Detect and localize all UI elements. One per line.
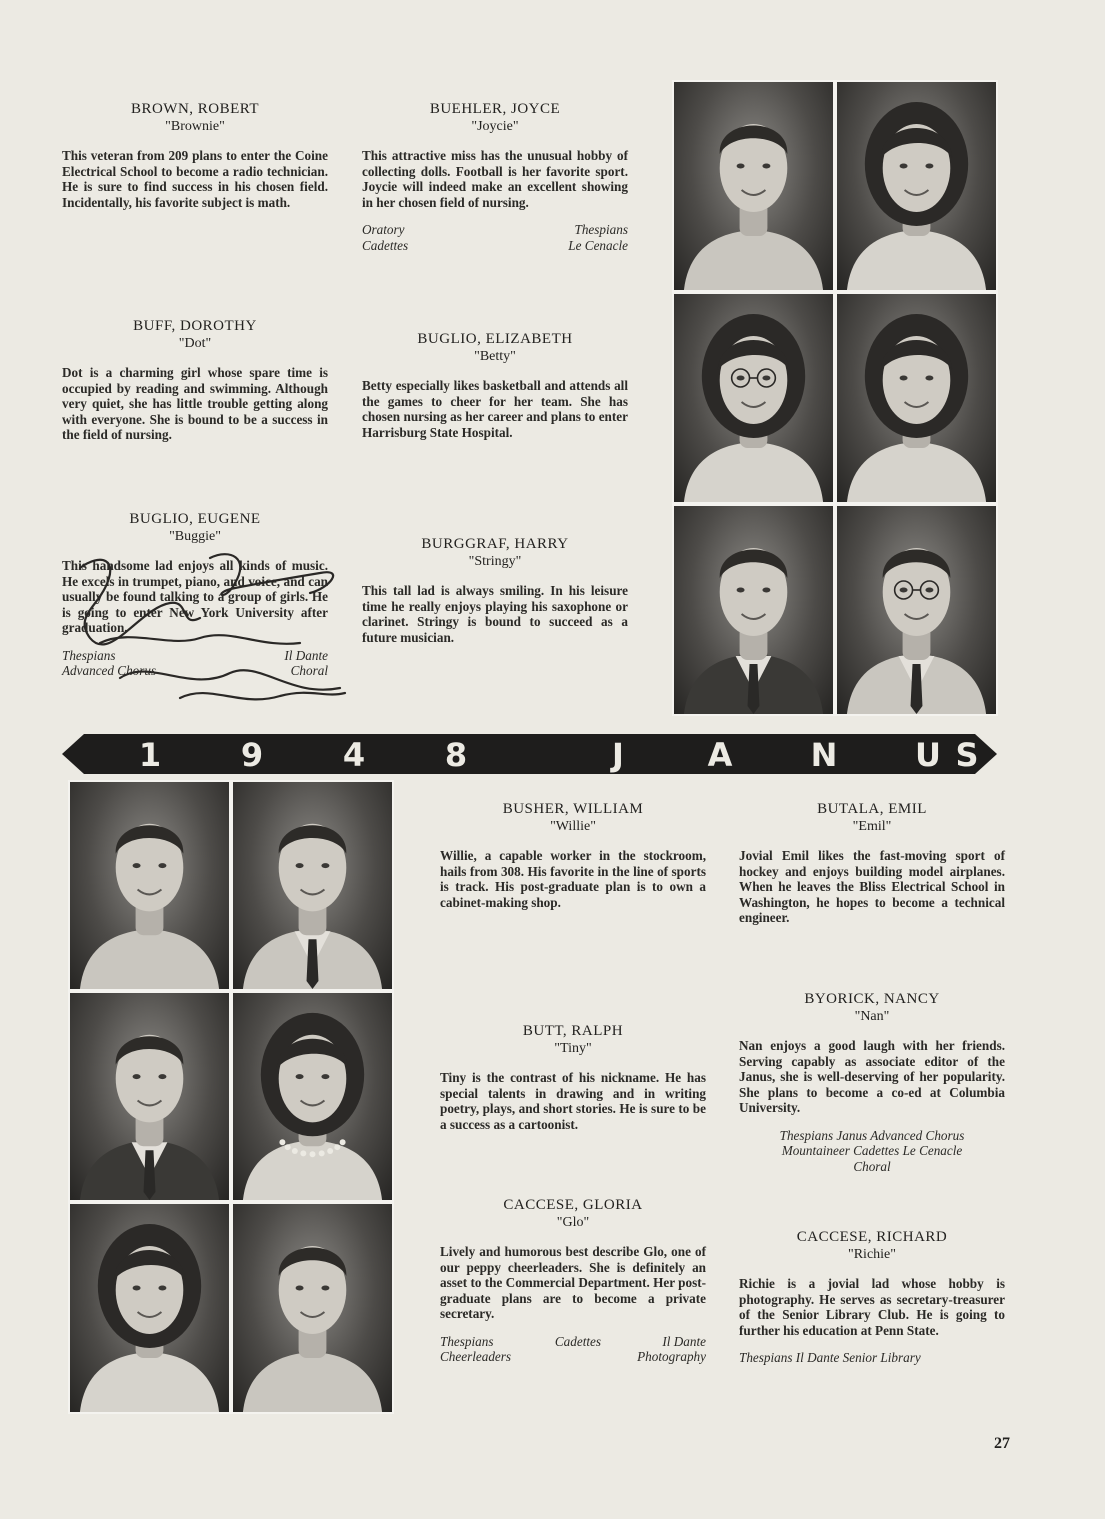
student-bio: Nan enjoys a good laugh with her friends. Serving capably as associate editor of the Janus, she is well-deserving of her popularity. She plans to become a co-ed at Columbia University.: [739, 1038, 1005, 1115]
activity: Thespians: [574, 222, 628, 237]
banner-letter: 9: [240, 736, 264, 774]
student-bio: This tall lad is always smiling. In his leisure time he really enjoys playing his saxophone or clarinet. Stringy is bound to succeed as a future musician.: [362, 583, 628, 645]
entry-burggraf-harry: [362, 535, 628, 645]
banner-letter: U: [915, 736, 941, 774]
activity: Advanced Chorus: [62, 663, 157, 678]
activity: Cadettes: [362, 237, 409, 253]
banner-letter: N: [810, 736, 838, 774]
activity: Oratory: [362, 222, 405, 237]
portrait-photo: [674, 506, 833, 714]
portrait-photo: [674, 82, 833, 290]
banner-letter: 1: [138, 736, 162, 774]
portrait-photo: [837, 82, 996, 290]
student-bio: Betty especially likes basketball and attends all the games to cheer for her team. She has chosen nursing as her career and plans to enter Harrisburg State Hospital.: [362, 378, 628, 440]
student-nickname: "Nan": [854, 1009, 890, 1024]
student-activities: [440, 1334, 706, 1365]
portrait-silhouette: [233, 1204, 392, 1412]
entry-buglio-eugene: [62, 510, 328, 679]
student-nickname: "Tiny": [554, 1041, 592, 1056]
portrait-photo: [70, 1204, 229, 1412]
student-bio: This veteran from 209 plans to enter the Coine Electrical School to become a radio technician. He is sure to find success in his chosen field. Incidentally, his favorite subject is math.: [62, 148, 328, 210]
page-number: 27: [994, 1435, 1010, 1452]
student-activities: [62, 648, 328, 679]
student-nickname: "Buggie": [169, 529, 221, 544]
student-nickname: "Emil": [852, 819, 892, 834]
portrait-photo: [674, 294, 833, 502]
student-bio: Lively and humorous best describe Glo, one of our peppy cheerleaders. She is definitely an asset to the Commercial Department. Her post-graduate plans are to become a private secretary.: [440, 1244, 706, 1321]
student-nickname: "Betty": [474, 349, 516, 364]
student-name: BUTT, RALPH: [522, 1023, 624, 1039]
student-bio: Dot is a charming girl whose spare time is occupied by reading and swimming. Although very quiet, she has little trouble getting along with everyone. She is bound to be a success in the field of nursing.: [62, 365, 328, 442]
student-name: BUTALA, EMIL: [817, 801, 927, 817]
student-bio: Jovial Emil likes the fast-moving sport of hockey and enjoys building model airplanes. When he leaves the Bliss Electrical School in Washington, he hopes to become a technical engineer.: [739, 848, 1005, 925]
entry-butt-ralph: [440, 1022, 706, 1132]
entry-caccese-gloria: [440, 1196, 706, 1365]
student-name: BUGLIO, EUGENE: [129, 511, 261, 527]
entry-brown-robert: [62, 100, 328, 210]
student-name: BUFF, DOROTHY: [133, 318, 257, 334]
portrait-photo: [70, 782, 229, 989]
student-activities: [362, 222, 628, 253]
activity: Il Dante: [662, 1333, 706, 1349]
portrait-photo: [233, 782, 392, 989]
portrait-silhouette: [674, 294, 833, 502]
portrait-photo: [233, 993, 392, 1200]
student-name: CACCESE, GLORIA: [503, 1197, 643, 1213]
banner-letter: 8: [444, 736, 468, 774]
entry-buff-dorothy: [62, 317, 328, 443]
portrait-silhouette: [233, 993, 392, 1200]
activity-line: Thespians Janus Advanced Chorus: [779, 1127, 965, 1143]
student-activities: [739, 1128, 1005, 1175]
entry-byorick-nancy: [739, 990, 1005, 1174]
activity: Il Dante: [284, 647, 328, 663]
activity-line: Thespians Il Dante Senior Library: [739, 1350, 921, 1365]
portrait-silhouette: [674, 82, 833, 290]
activity: Cadettes: [554, 1333, 602, 1349]
student-name: BUSHER, WILLIAM: [502, 801, 644, 817]
portrait-photo: [70, 993, 229, 1200]
activity-line: Mountaineer Cadettes Le Cenacle: [781, 1143, 963, 1158]
activity: Le Cenacle: [568, 237, 628, 253]
portrait-silhouette: [70, 993, 229, 1200]
banner-letter: J: [612, 736, 624, 774]
student-nickname: "Dot": [178, 336, 212, 351]
student-name: BROWN, ROBERT: [130, 101, 260, 117]
entry-butala-emil: [739, 800, 1005, 926]
student-bio: Willie, a capable worker in the stockroom, hails from 308. His favorite in the line of sports is track. His post-graduate plan is to own a cabinet-making shop.: [440, 848, 706, 910]
janus-banner: [62, 732, 997, 776]
portrait-silhouette: [837, 294, 996, 502]
student-name: BUEHLER, JOYCE: [429, 101, 561, 117]
entry-caccese-richard: [739, 1228, 1005, 1366]
activity: Thespians: [440, 1333, 494, 1349]
activity: Photography: [637, 1349, 706, 1364]
activity: Thespians: [62, 647, 116, 663]
entry-buglio-elizabeth: [362, 330, 628, 440]
student-nickname: "Richie": [848, 1247, 896, 1262]
banner-letter: S: [955, 736, 979, 774]
portrait-silhouette: [837, 506, 996, 714]
student-nickname: "Glo": [556, 1215, 590, 1230]
portrait-silhouette: [70, 1204, 229, 1412]
student-nickname: "Brownie": [165, 119, 225, 134]
student-name: BYORICK, NANCY: [804, 991, 940, 1007]
student-bio: Tiny is the contrast of his nickname. He has special talents in drawing and in writing poetry, plays, and short stories. He is sure to be a success as a cartoonist.: [440, 1070, 706, 1132]
student-activities: [739, 1350, 1005, 1366]
activity: Cheerleaders: [440, 1349, 512, 1364]
student-name: CACCESE, RICHARD: [796, 1229, 948, 1245]
activity: Choral: [290, 663, 328, 678]
portrait-photo: [233, 1204, 392, 1412]
portrait-silhouette: [837, 82, 996, 290]
portrait-silhouette: [674, 506, 833, 714]
student-nickname: "Willie": [550, 819, 596, 834]
portrait-silhouette: [70, 782, 229, 989]
entry-busher-william: [440, 800, 706, 910]
banner-letter: A: [707, 736, 733, 774]
student-bio: This handsome lad enjoys all kinds of music. He excels in trumpet, piano, and voice, and can usually be found talking to a group of girls. He is going to enter New York University after graduation.: [62, 558, 328, 635]
portrait-silhouette: [233, 782, 392, 989]
student-name: BURGGRAF, HARRY: [421, 536, 569, 552]
student-nickname: "Joycie": [471, 119, 519, 134]
activity-line: Choral: [853, 1158, 891, 1174]
student-nickname: "Stringy": [468, 554, 522, 569]
student-name: BUGLIO, ELIZABETH: [417, 331, 573, 347]
entry-buehler-joyce: [362, 100, 628, 253]
student-bio: This attractive miss has the unusual hobby of collecting dolls. Football is her favorite sport. Joycie will indeed make an excellent showing in her chosen field of nursing.: [362, 148, 628, 210]
portrait-photo: [837, 294, 996, 502]
banner-letter: 4: [342, 736, 366, 774]
student-bio: Richie is a jovial lad whose hobby is photography. He serves as secretary-treasurer of the Senior Library Club. He is going to further his education at Penn State.: [739, 1276, 1005, 1338]
portrait-photo: [837, 506, 996, 714]
